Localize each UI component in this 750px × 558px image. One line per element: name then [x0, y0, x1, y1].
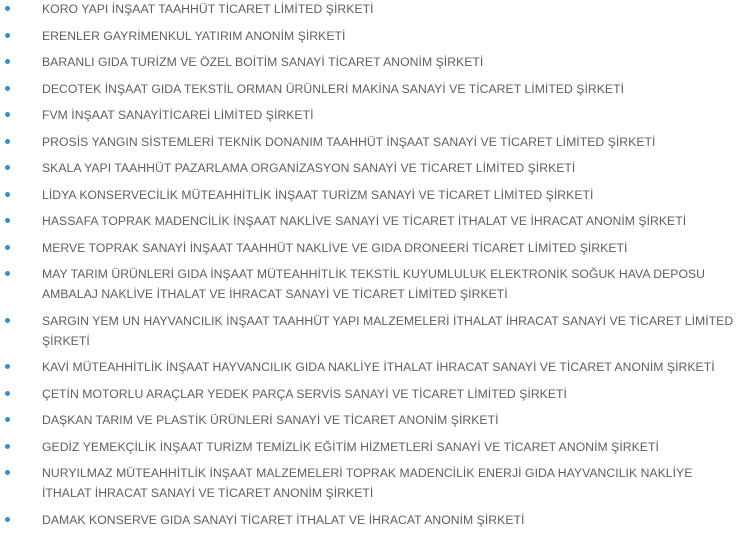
- company-name: DAMAK KONSERVE GIDA SANAYİ TİCARET İTHALAT VE İHRACAT ANONİM ŞİRKETİ: [42, 512, 525, 527]
- list-item: [4, 510, 750, 530]
- list-item: [4, 211, 750, 231]
- company-name: BARANLI GIDA TURİZM VE ÖZEL BOİTİM SANAYİ TİCARET ANONİM ŞİRKETİ: [42, 55, 484, 69]
- company-name: DAŞKAN TARIM VE PLASTİK ÜRÜNLERİ SANAYİ VE TİCARET ANONİM ŞİRKETİ: [42, 413, 499, 427]
- bullet-dot-icon: [5, 470, 10, 475]
- company-name: FVM İNŞAAT SANAYİTİCAREİ LİMİTED ŞİRKETİ: [42, 108, 314, 122]
- company-name: SARGIN YEM UN HAYVANCILIK İNŞAAT TAAHHÜT YAPI MALZEMELERİ İTHALAT İHRACAT SANAYİ VE TİCARET LİMİTED ŞİRKETİ: [42, 313, 734, 348]
- company-name: GEDİZ YEMEKÇİLİK İNŞAAT TURİZM TEMİZLİK EĞİTİM HİZMETLERİ SANAYİ VE TİCARET ANONİM ŞİRKETİ: [42, 439, 659, 454]
- company-name: HASSAFA TOPRAK MADENCİLİK İNŞAAT NAKLİVE SANAYİ VE TİCARET İTHALAT VE İHRACAT ANONİM ŞİRKETİ: [42, 214, 687, 228]
- bullet-dot-icon: [5, 245, 10, 250]
- company-name: MAY TARIM ÜRÜNLERİ GIDA İNŞAAT MÜTEAHHİTLİK TEKSTİL KUYUMLULUK ELEKTRONİK SOĞUK HAVA DEPOSU AMBALAJ NAKLİVE İTHALAT VE İHRACAT SANAYİ VE TİCARET LİMİTED ŞİRKETİ: [42, 267, 706, 301]
- company-name: KAVİ MÜTEAHHİTLİK İNŞAAT HAYVANCILIK GIDA NAKLİYE İTHALAT İHRACAT SANAYİ VE TİCARET ANONİM ŞİRKETİ: [42, 360, 715, 374]
- company-name: ERENLER GAYRİMENKUL YATIRIM ANONİM ŞİRKETİ: [42, 28, 346, 43]
- list-item: [4, 158, 750, 178]
- company-name: SKALA YAPI TAAHHÜT PAZARLAMA ORGANİZASYON SANAYİ VE TİCARET LİMİTED ŞİRKETİ: [42, 161, 576, 175]
- bullet-dot-icon: [5, 271, 10, 276]
- company-name: DECOTEK İNŞAAT GIDA TEKSTİL ORMAN ÜRÜNLERİ MAKİNA SANAYİ VE TİCARET LİMİTED ŞİRKETİ: [42, 81, 625, 96]
- list-item: [4, 463, 750, 503]
- list-item: [4, 410, 750, 430]
- list-item: [4, 238, 750, 258]
- company-name: KORO YAPI İNŞAAT TAAHHÜT TİCARET LİMİTED ŞİRKETİ: [42, 2, 374, 16]
- list-item: [4, 185, 750, 205]
- list-item: [4, 0, 750, 19]
- bullet-dot-icon: [5, 364, 10, 369]
- list-item: [4, 311, 750, 351]
- list-item: [4, 357, 750, 377]
- bullet-dot-icon: [5, 391, 10, 396]
- bullet-dot-icon: [5, 218, 10, 223]
- bullet-dot-icon: [5, 444, 10, 449]
- company-name: LİDYA KONSERVECİLİK MÜTEAHHİTLİK İNŞAAT TURİZM SANAYİ VE TİCARET LİMİTED ŞİRKETİ: [42, 187, 594, 202]
- bullet-dot-icon: [5, 59, 10, 64]
- bullet-dot-icon: [5, 165, 10, 170]
- bullet-dot-icon: [5, 318, 10, 323]
- bullet-dot-icon: [5, 86, 10, 91]
- bullet-dot-icon: [5, 417, 10, 422]
- company-name: MERVE TOPRAK SANAYİ İNŞAAT TAAHHÜT NAKLİVE VE GIDA DRONEERİ TİCARET LİMİTED ŞİRKETİ: [42, 240, 628, 255]
- company-name: NURYILMAZ MÜTEAHHİTLİK İNŞAAT MALZEMELERİ TOPRAK MADENCİLİK ENERJİ GIDA HAYVANCILIK NAKLİYE İTHALAT İHRACAT SANAYİ VE TİCARET ANONİM ŞİRKETİ: [42, 466, 693, 500]
- list-item: [4, 384, 750, 404]
- list-item: [4, 26, 750, 46]
- list-item: [4, 105, 750, 125]
- list-item: [4, 437, 750, 457]
- list-item: [4, 52, 750, 72]
- list-item: [4, 79, 750, 99]
- list-item: [4, 132, 750, 152]
- company-name: ÇETİN MOTORLU ARAÇLAR YEDEK PARÇA SERVİS SANAYİ VE TİCARET LİMİTED ŞİRKETİ: [42, 386, 567, 401]
- bullet-dot-icon: [5, 6, 10, 11]
- company-name: PROSİS YANGIN SİSTEMLERİ TEKNİK DONANIM TAAHHÜT İNŞAAT SANAYİ VE TİCARET LİMİTED ŞİRKETİ: [42, 134, 656, 149]
- bullet-dot-icon: [5, 192, 10, 197]
- bullet-dot-icon: [5, 33, 10, 38]
- bullet-dot-icon: [5, 139, 10, 144]
- bullet-dot-icon: [5, 112, 10, 117]
- bullet-dot-icon: [5, 517, 10, 522]
- list-item: [4, 264, 750, 304]
